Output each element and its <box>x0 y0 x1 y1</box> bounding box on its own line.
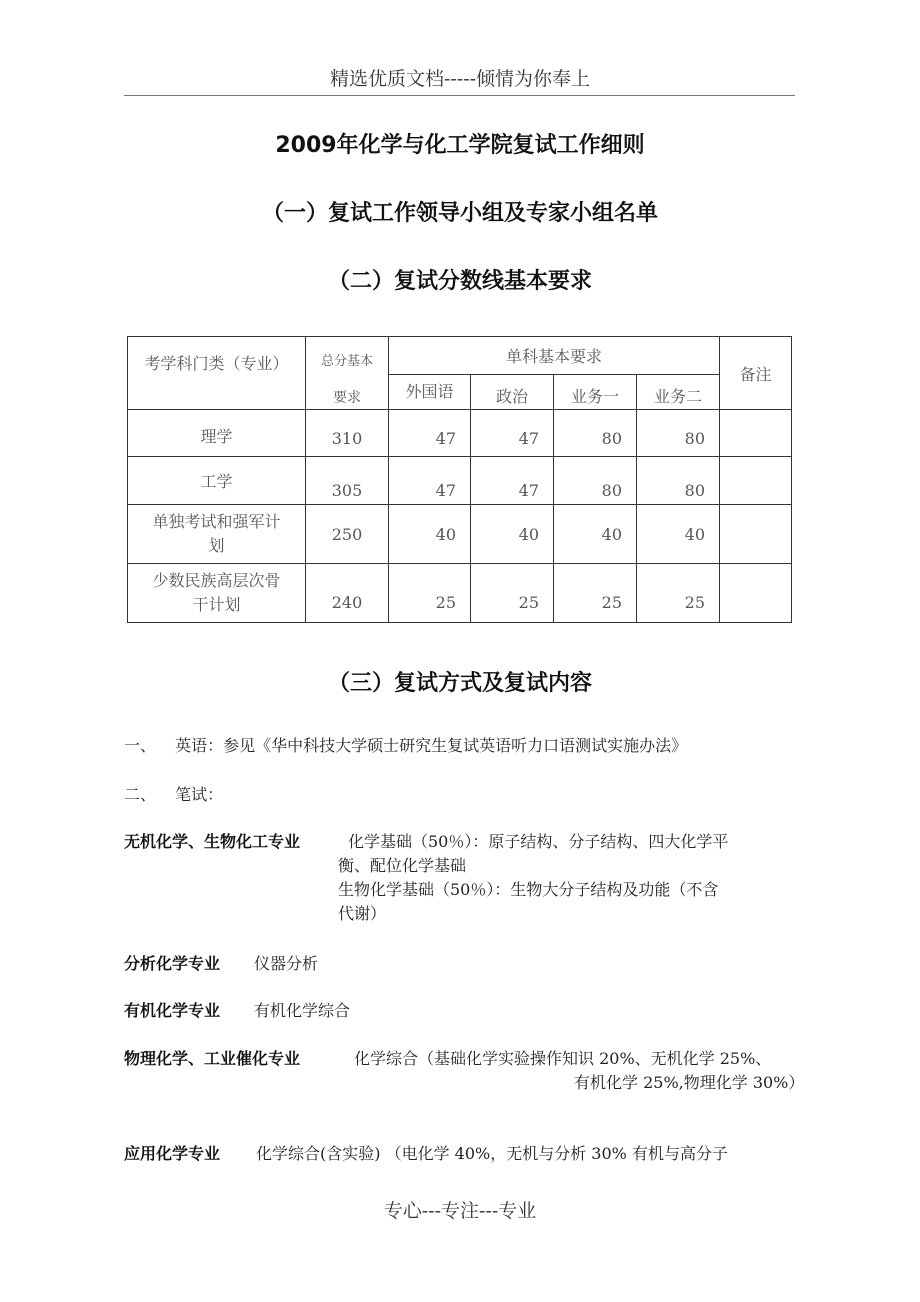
cell-note <box>720 505 792 564</box>
header-total-line2: 要求 <box>306 375 389 410</box>
header-single-subject: 单科基本要求 <box>389 337 720 375</box>
row-name-line1: 少数民族高层次骨 <box>152 571 281 590</box>
item-1-text: 英语：参见《华中科技大学硕士研究生复试英语听力口语测试实施办法》 <box>175 736 688 755</box>
header-subject-1: 业务一 <box>554 375 637 410</box>
item-1-number: 一、 <box>124 736 157 755</box>
cell-value: 40 <box>389 505 471 564</box>
cell-value: 40 <box>637 505 720 564</box>
major-content-line: 有机化学 25%,物理化学 30%） <box>574 1073 805 1092</box>
cell-value: 47 <box>389 457 471 505</box>
cell-value: 47 <box>471 410 554 457</box>
header-politics: 政治 <box>471 375 554 410</box>
item-2-number: 二、 <box>124 785 157 804</box>
cell-note <box>720 457 792 505</box>
header-category: 考学科门类（专业） <box>128 337 306 410</box>
cell-value: 47 <box>471 457 554 505</box>
cell-value: 47 <box>389 410 471 457</box>
major-content: 化学综合(含实验) （电化学 40%，无机与分析 30% 有机与高分子 <box>256 1144 728 1163</box>
major-content-line: 衡、配位化学基础 <box>338 856 467 875</box>
row-name-line2: 划 <box>208 536 225 555</box>
major-content-line: 化学综合（基础化学实验操作知识 20%、无机化学 25%、 <box>354 1049 772 1068</box>
row-name: 理学 <box>128 410 306 457</box>
cell-value: 25 <box>554 564 637 623</box>
header-foreign-language: 外国语 <box>389 375 471 410</box>
cell-value: 80 <box>637 410 720 457</box>
cell-value: 80 <box>637 457 720 505</box>
page-footer: 专心---专注---专业 <box>383 1200 537 1222</box>
table-row <box>128 505 792 564</box>
table-row <box>128 564 792 623</box>
row-name <box>128 505 306 564</box>
cell-value: 40 <box>471 505 554 564</box>
header-subject-2: 业务二 <box>637 375 720 410</box>
cell-note <box>720 410 792 457</box>
item-1 <box>124 733 687 759</box>
header-note: 备注 <box>720 337 792 410</box>
cell-value: 25 <box>637 564 720 623</box>
major-content: 有机化学综合 <box>254 1001 351 1020</box>
cell-note <box>720 564 792 623</box>
cell-total: 240 <box>306 564 389 623</box>
major-content-line: 化学基础（50％）：原子结构、分子结构、四大化学平 <box>348 832 729 851</box>
row-name <box>128 564 306 623</box>
table-row <box>128 410 792 457</box>
cell-total: 305 <box>306 457 389 505</box>
cell-total: 310 <box>306 410 389 457</box>
row-name: 工学 <box>128 457 306 505</box>
cell-value: 80 <box>554 410 637 457</box>
cell-value: 40 <box>554 505 637 564</box>
header-total-line1: 总分基本 <box>306 337 389 375</box>
row-name-line2: 干计划 <box>192 595 241 614</box>
major-name: 无机化学、生物化工专业 <box>124 832 301 851</box>
cell-value: 25 <box>471 564 554 623</box>
score-requirements-table <box>127 336 792 623</box>
header-divider <box>124 95 795 96</box>
cell-value: 80 <box>554 457 637 505</box>
cell-value: 25 <box>389 564 471 623</box>
major-content-line: 生物化学基础（50％）：生物大分子结构及功能（不含 <box>338 880 719 899</box>
major-name: 有机化学专业 <box>124 1001 221 1020</box>
item-2-text: 笔试： <box>175 785 224 804</box>
section-heading-3: （三）复试方式及复试内容 <box>327 671 592 696</box>
item-2 <box>124 782 223 808</box>
document-title: 2009年化学与化工学院复试工作细则 <box>275 133 645 158</box>
cell-total: 250 <box>306 505 389 564</box>
page-header: 精选优质文档-----倾情为你奉上 <box>329 68 591 90</box>
section-heading-2: （二）复试分数线基本要求 <box>327 269 592 294</box>
major-name: 应用化学专业 <box>124 1144 221 1163</box>
major-name: 分析化学专业 <box>124 954 221 973</box>
row-name-line1: 单独考试和强军计 <box>152 512 281 531</box>
major-content: 仪器分析 <box>254 954 319 973</box>
table-row <box>128 457 792 505</box>
section-heading-1: （一）复试工作领导小组及专家小组名单 <box>261 201 658 226</box>
major-content-line: 代谢） <box>338 904 387 923</box>
major-name: 物理化学、工业催化专业 <box>124 1049 301 1068</box>
